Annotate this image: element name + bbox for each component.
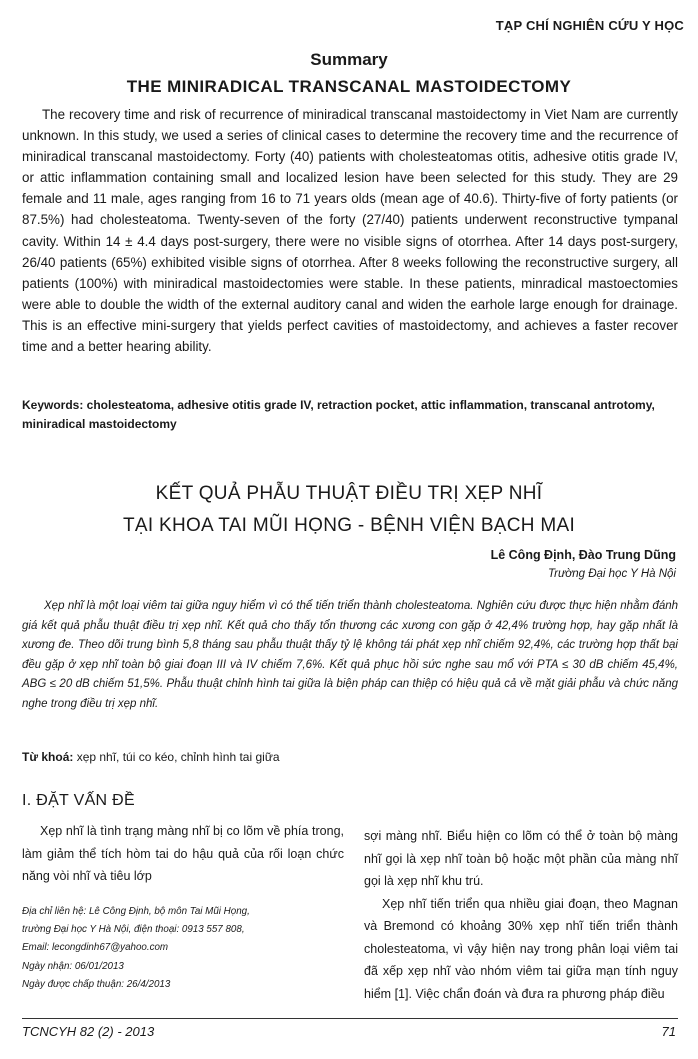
right-column xyxy=(364,825,678,1005)
footnotes xyxy=(22,903,344,995)
keywords-text: xẹp nhĩ, túi co kéo, chỉnh hình tai giữa xyxy=(73,750,280,764)
english-title: THE MINIRADICAL TRANSCANAL MASTOIDECTOMY xyxy=(126,77,572,96)
summary-heading: Summary xyxy=(310,50,388,69)
left-column xyxy=(22,792,344,995)
article-title-line-2: TẠI KHOA TAI MŨI HỌNG - BỆNH VIỆN BẠCH MAI xyxy=(122,515,576,536)
vietnamese-keywords xyxy=(22,750,280,764)
footnote-spacer xyxy=(22,898,172,899)
english-abstract: The recovery time and risk of recurrence of miniradical transcanal mastoidectomy in Viet Nam are currently unknown. In this study, we used a series of clinical cases to determine the recovery time and the recurrence of miniradical transcanal mastoidectomy. Forty (40) patients with cholesteatomas otitis, adhesive otitis grade IV, or attic inflammation containing small and localized lesion have been selected for this study. They are 29 female and 11 male, ages ranging from 16 to 71 years olds (mean age of 40.6). Thirty-five of forty patients (or 87.5%) had cholesteatoma. Twenty-seven of the forty (27/40) patients underwent reconstructive tympanal cavity. Within 14 ± 4.4 days post-surgery, there were no visible signs of otorrhea. After 14 days post-surgery, 26/40 patients (65%) exhibited visible signs of otorrhea. After 8 weeks following the reconstructive surgery, all patients (100%) with miniradical mastoidectomies were stable. In these patients, minradical mastoectomies were able to double the width of the external auditory canal and widen the earhole large enough for drainage. This is an effective mini-surgery that yields perfect cavities of mastoidectomy, and achieves a faster recover time and a better hearing ability. xyxy=(22,107,678,355)
footnote-received-date: Ngày nhận: 06/01/2013 xyxy=(22,960,124,972)
section-heading: I. ĐẶT VẤN ĐỀ xyxy=(22,792,135,809)
article-title xyxy=(0,478,698,542)
right-column-paragraph-1: sợi màng nhĩ. Biểu hiện co lõm có thể ở toàn bộ màng nhĩ gọi là xẹp nhĩ toàn bộ hoặc một phần của màng nhĩ gọi là xẹp nhĩ khu trú. xyxy=(364,829,678,888)
english-keywords: Keywords: cholesteatoma, adhesive otitis grade IV, retraction pocket, attic inflammation, transcanal antrotomy, miniradical mastoidectomy xyxy=(22,398,655,431)
authors: Lê Công Định, Đào Trung Dũng xyxy=(490,548,676,562)
article-title-line-1: KẾT QUẢ PHẪU THUẬT ĐIỀU TRỊ XẸP NHĨ xyxy=(155,483,543,504)
journal-header: TẠP CHÍ NGHIÊN CỨU Y HỌC xyxy=(495,18,684,33)
left-column-paragraph: Xẹp nhĩ là tình trạng màng nhĩ bị co lõm về phía trong, làm giảm thể tích hòm tai do hậu quả của rối loạn chức năng vòi nhĩ và tiêu lớp xyxy=(22,824,344,883)
affiliation: Trường Đại học Y Hà Nội xyxy=(547,568,676,580)
footnote-accepted-date: Ngày được chấp thuận: 26/4/2013 xyxy=(22,979,171,991)
footnote-contact: Địa chỉ liên hệ: Lê Công Định, bộ môn Tai Mũi Họng, xyxy=(22,905,250,917)
right-column-paragraph-2: Xẹp nhĩ tiến triển qua nhiều giai đoạn, theo Magnan và Bremond có khoảng 30% xẹp nhĩ tiến triển thành cholesteatoma, vì vậy hiện nay trong phân loại viêm tai đã xếp xẹp nhĩ vào nhóm viêm tai giữa mạn tính nguy hiểm [1]. Việc chẩn đoán và đưa ra phương pháp điều xyxy=(364,896,678,1001)
vietnamese-abstract: Xẹp nhĩ là một loại viêm tai giữa nguy hiểm vì có thể tiến triển thành cholesteatoma. Nghiên cứu được thực hiện nhằm đánh giá kết quả phẫu thuật điều trị xẹp nhĩ. Kết quả cho thấy tổn thương các xương con gặp ở 42,4% trường hợp, hay gặp nhất là xương đe. Theo dõi trung bình 5,8 tháng sau phẫu thuật thấy tỷ lệ không tái phát xẹp nhĩ chiếm 92,4%, các trường hợp thất bại đều gặp ở xẹp nhĩ toàn bộ giai đoạn III và IV chiếm 7,6%. Kết quả phục hồi sức nghe sau mổ với PTA ≤ 30 dB chiếm 45,4%, ABG ≤ 20 dB chiếm 51,5%. Phẫu thuật chỉnh hình tai giữa là biện pháp can thiệp có hiệu quả cả về mặt giải phẫu và chức năng nghe trong điều trị xẹp nhĩ. xyxy=(22,600,678,710)
footnote-email: Email: lecongdinh67@yahoo.com xyxy=(22,942,169,954)
page-number: 71 xyxy=(661,1024,676,1039)
footer-journal-issue: TCNCYH 82 (2) - 2013 xyxy=(22,1024,155,1039)
footnote-address: trường Đại học Y Hà Nội, điện thoại: 0913 557 808, xyxy=(22,923,245,935)
footer-divider xyxy=(22,1018,678,1019)
keywords-label: Từ khoá: xyxy=(22,750,74,764)
